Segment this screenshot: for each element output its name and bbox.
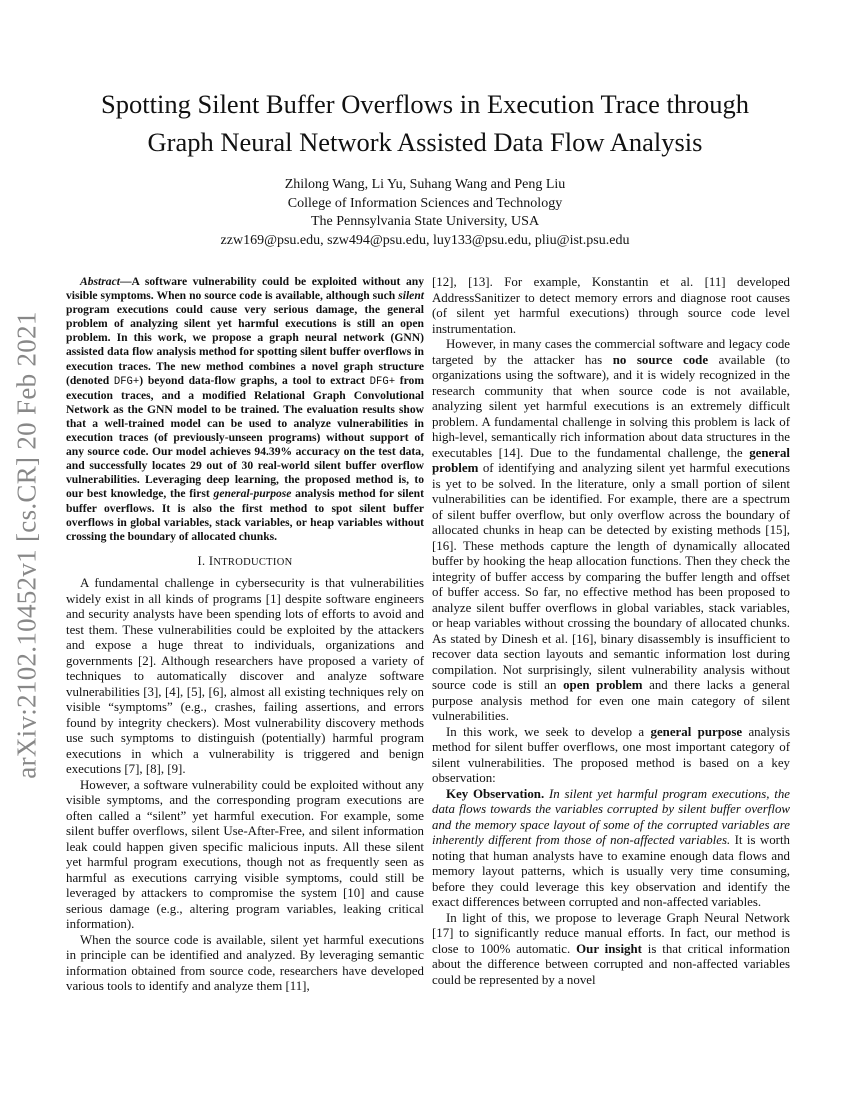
abstract: Abstract—A software vulnerability could be exploited without any visible symptoms. When no source code is available, although such silent program executions could cause very serious damage, the general problem of analyzing silent yet harmful executions is still an open problem. In this work, we propose a graph neural network (GNN) assisted data flow analysis method for spotting silent buffer overflows in execution traces. The new method combines a novel graph structure (denoted DFG+) beyond data-flow graphs, a tool to extract DFG+ from execution traces, and a modified Relational Graph Convolutional Network as the GNN model to be trained. The evaluation results show that a well-trained model can be used to analyze vulnerabilities in execution traces (of previously-unseen programs) without support of any source code. Our model achieves 94.39% accuracy on the test data, and successfully locates 29 out of 30 real-world silent buffer overflow vulnerabilities. Leveraging deep learning, the proposed method is, to our best knowledge, the first general-purpose analysis method for silent buffer overflows. It is also the first method to spot silent buffer overflows in global variables, stack variables, or heap variables without crossing the boundary of allocated chunks. — [66, 275, 424, 543]
abstract-label: Abstract — [80, 275, 120, 288]
title-line-1: Spotting Silent Buffer Overflows in Execution Trace through — [101, 89, 749, 119]
right-column — [432, 275, 790, 988]
section-heading-introduction: I. INTRODUCTION — [197, 553, 293, 568]
arxiv-identifier — [2, 300, 52, 790]
author-college: College of Information Sciences and Technology — [287, 195, 563, 211]
arxiv-id-text: arXiv:2102.10452v1 [cs.CR] 20 Feb 2021 — [11, 311, 42, 779]
author-emails: zzw169@psu.edu, szw494@psu.edu, luy133@psu.edu, pliu@ist.psu.edu — [220, 232, 630, 248]
intro-paragraph-1: A fundamental challenge in cybersecurity is that vulnerabilities widely exist in all kinds of programs [1] despite software engineers and security analysts have been spending lots of efforts to avoid and test them. These vulnerabilities could be exploited by the attackers and expose a huge threat to individuals, organizations and governments [2]. Although researchers have proposed a variety of techniques to automatically discover and analyze software vulnerabilities [3], [4], [5], [6], almost all existing techniques rely on visible “symptoms” (e.g., crashes, failing assertions, and errors found by integrity checkers). Most vulnerability discovery methods use such symptoms to distinguish (potentially) harmful program executions in which a vulnerability is triggered and benign executions [7], [8], [9]. — [66, 576, 424, 777]
right-paragraph-5: In light of this, we propose to leverage Graph Neural Network [17] to significantly reduce manual efforts. In fact, our method is close to 100% automatic. Our insight is that critical information about the difference between corrupted and non-affected variables could be represented by a novel — [432, 910, 790, 987]
right-paragraph-1: [12], [13]. For example, Konstantin et al. [11] developed AddressSanitizer to detect memory errors and diagnose root causes (of silent yet harmful executions) through source code level instrumentation. — [432, 275, 790, 336]
title-line-2: Graph Neural Network Assisted Data Flow Analysis — [147, 127, 703, 157]
right-paragraph-2: However, in many cases the commercial software and legacy code targeted by the attacker has no source code available (to organizations using the software), and it is widely recognized in the research community that when source code is not available, analyzing silent yet harmful executions is an extremely difficult problem. A fundamental challenge in solving this problem is lack of high-level, semantically rich information about data structures in the executables [14]. Due to the fundamental challenge, the general problem of identifying and analyzing silent yet harmful executions is yet to be solved. In the literature, only a small portion of silent vulnerabilities can be identified. For example, there are a spectrum of silent buffer overflow, but only overflow across the boundary of allocated chunks in heap can be detected by existing methods [15], [16]. These methods capture the length of dynamically allocated buffer by hooking the heap allocation functions. Then they check the integrity of buffer access by comparing the buffer length and offset of buffer access. So far, no effective method has been proposed to analyze silent buffer overflows in global variables, stack variables, or heap variables without crossing the boundary of allocated chunks. As stated by Dinesh et al. [16], binary disassembly is insufficient to recover data section layouts and semantic information lost during compilation. Not surprisingly, silent vulnerability analysis without source code is still an open problem and there lacks a general purpose analysis method for even one main category of silent vulnerabilities. — [432, 337, 791, 723]
intro-paragraph-2: However, a software vulnerability could be exploited without any visible symptoms, and the corresponding program executions are often called a “silent” yet harmful execution. For example, some silent buffer overflows, silent Use-After-Free, and silent information leak could happen given specific malicious inputs. All these silent yet harmful program executions, though not as frequently seen as harmful as executions carrying visible symptoms, could still be leveraged by attackers to compromise the system [10] and cause serious damage (e.g., altering program variables, leaking critical information). — [66, 777, 424, 932]
right-paragraph-3: In this work, we seek to develop a general purpose analysis method for silent buffer overflows, one most important category of silent vulnerabilities. The proposed method is based on a key observation: — [432, 724, 790, 785]
author-block — [60, 176, 790, 250]
key-observation-paragraph: Key Observation. In silent yet harmful program executions, the data flows towards the variables corrupted by silent buffer overflow and the memory space layout of some of the corrupted variables are inherently different from those of non-affected variables. It is worth noting that human analysts have to examine enough data flows and memory layout patterns, which is usually very time consuming, before they could leverage this key observation and identify the exact differences between corrupted and non-affected variables. — [432, 786, 790, 909]
intro-paragraph-3: When the source code is available, silent yet harmful executions in principle can be identified and analyzed. By leveraging semantic information obtained from source code, researchers have developed various tools to identify and analyze them [11], — [66, 932, 424, 994]
author-university: The Pennsylvania State University, USA — [310, 214, 540, 229]
author-names: Zhilong Wang, Li Yu, Suhang Wang and Peng Liu — [284, 177, 566, 192]
left-column — [66, 275, 424, 995]
paper-title — [60, 85, 790, 161]
